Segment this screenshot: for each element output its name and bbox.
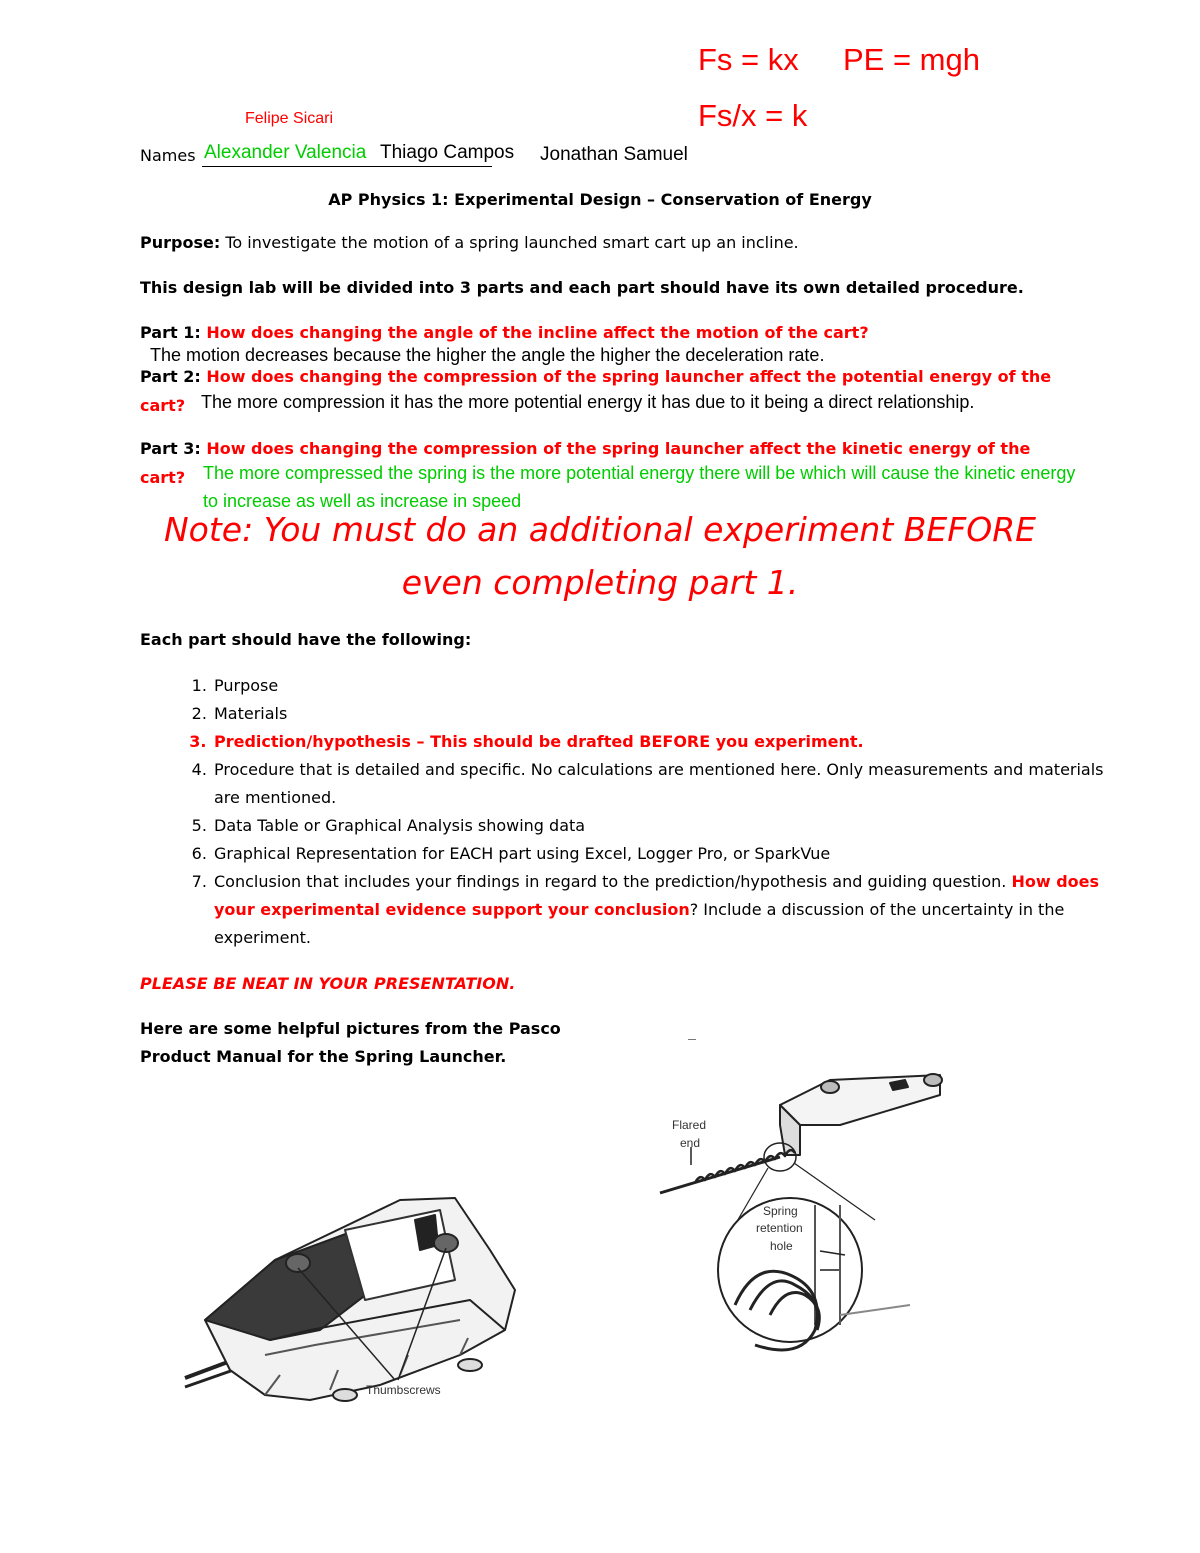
stray-dash	[688, 1039, 696, 1040]
part-2-label: Part 2:	[140, 367, 207, 386]
req-item-data-table: 5. Data Table or Graphical Analysis showing data	[212, 812, 1112, 840]
requirements-heading: Each part should have the following:	[140, 630, 472, 649]
pictures-intro-line1: Here are some helpful pictures from the Pasco	[140, 1019, 561, 1038]
req-item-procedure: 4. Procedure that is detailed and specific. No calculations are mentioned here. Only measurements and materials are mentioned.	[212, 756, 1112, 812]
requirements-list	[168, 672, 1112, 952]
names-label: Names	[140, 146, 196, 165]
part-1-answer: The motion decreases because the higher the angle the higher the deceleration rate.	[150, 345, 825, 365]
label-thumbscrews: Thumbscrews	[366, 1383, 441, 1397]
req-item-materials: 2. Materials	[212, 700, 1112, 728]
part-3-question-cont: cart?	[140, 468, 186, 487]
part-3-label: Part 3:	[140, 439, 207, 458]
formula-potential-energy: PE = mgh	[843, 42, 980, 77]
part-3-question: How does changing the compression of the spring launcher affect the kinetic energy of the	[206, 439, 1031, 458]
extra-name: Felipe Sicari	[245, 110, 334, 127]
smart-cart-illustration	[170, 1180, 530, 1410]
name-jonathan: Jonathan Samuel	[540, 144, 688, 165]
label-spring: Spring	[763, 1204, 798, 1218]
purpose-line	[140, 233, 799, 252]
part-2-answer: The more compression it has the more potential energy it has due to it being a direct relationship.	[201, 392, 975, 412]
purpose-label: Purpose:	[140, 233, 221, 252]
req-item-prediction: 3. Prediction/hypothesis – This should be drafted BEFORE you experiment.	[212, 728, 1112, 756]
req-item-graphical: 6. Graphical Representation for EACH part using Excel, Logger Pro, or SparkVue	[212, 840, 1112, 868]
formula-spring-force: Fs = kx	[698, 42, 799, 77]
req-7-end: ? Include a discussion of the uncertainty in the experiment.	[214, 900, 1065, 947]
page-title: AP Physics 1: Experimental Design – Conservation of Energy	[328, 190, 872, 209]
purpose-text: To investigate the motion of a spring launched smart cart up an incline.	[220, 233, 799, 252]
part-3-answer-line2: to increase as well as increase in speed	[203, 491, 522, 511]
label-flared: Flared	[672, 1118, 707, 1132]
neat-warning: PLEASE BE NEAT IN YOUR PRESENTATION.	[140, 974, 516, 993]
intro-text: This design lab will be divided into 3 parts and each part should have its own detailed procedure.	[140, 278, 1024, 297]
req-item-purpose: 1. Purpose	[212, 672, 1112, 700]
part-3-answer-line1: The more compressed the spring is the more potential energy there will be which will cause the kinetic energy	[203, 463, 1076, 483]
label-flared-end: end	[680, 1136, 701, 1150]
label-hole: hole	[770, 1239, 793, 1253]
req-7-highlight: How does your experimental evidence support your conclusion	[214, 872, 1100, 919]
part-3-question-line	[140, 439, 1030, 458]
name-alexander: Alexander Valencia	[204, 142, 367, 163]
label-retention: retention	[756, 1221, 803, 1235]
names-row	[140, 146, 196, 165]
req-7-start: Conclusion that includes your findings in regard to the prediction/hypothesis and guiding question.	[214, 872, 1012, 891]
note-line-1: Note: You must do an additional experiment BEFORE	[163, 510, 1036, 549]
req-item-conclusion	[212, 868, 1112, 952]
part-2-question-line	[140, 367, 1051, 386]
names-underline	[202, 166, 492, 167]
note-line-2: even completing part 1.	[401, 563, 799, 602]
part-2-question-cont: cart?	[140, 396, 186, 415]
pictures-intro-line2: Product Manual for the Spring Launcher.	[140, 1047, 507, 1066]
part-1-question: How does changing the angle of the incline affect the motion of the cart?	[206, 323, 869, 342]
part-1-question-line	[140, 323, 869, 342]
name-thiago: Thiago Campos	[380, 142, 515, 163]
part-1-label: Part 1:	[140, 323, 207, 342]
part-2-question: How does changing the compression of the spring launcher affect the potential energy of the	[206, 367, 1052, 386]
formula-spring-constant: Fs/x = k	[698, 98, 808, 133]
